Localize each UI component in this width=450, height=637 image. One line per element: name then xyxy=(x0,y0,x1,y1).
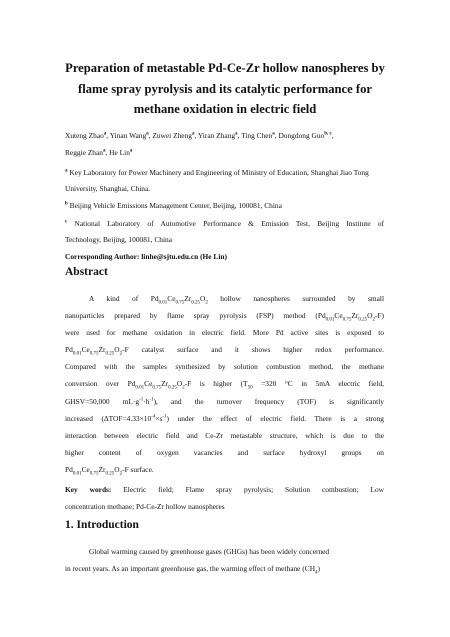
abstract-line-5: Compared with the samples synthesized by solution combustion method, the methane xyxy=(65,362,384,371)
abstract-heading: Abstract xyxy=(65,266,108,278)
abstract-line-3: were used for methane oxidation in electric field. More Pd active sites is exposed to xyxy=(65,328,384,337)
title-line-2: flame spray pyrolysis and its catalytic performance for xyxy=(78,81,372,96)
paper-title xyxy=(40,58,410,120)
keywords-label: Key words: xyxy=(65,485,112,494)
affiliation-b: $^b$ Beijing Vehicle Emissions Management Center, Beijing, 100081, China xyxy=(65,201,282,210)
abstract-line-2: nanoparticles prepared by flame spray pyrolysis (FSP) method $(Pd_{0.01}Ce_{0.75}Zr_{0.25}O_2-F)$ xyxy=(65,311,384,323)
keywords-line-1: Key words: Electric field; Flame spray pyrolysis; Solution combustion; Low xyxy=(65,485,384,494)
title-line-1: Preparation of metastable Pd-Ce-Zr hollow nanospheres by xyxy=(65,61,385,75)
abstract-line-4: $Pd_{0.01}Ce_{0.75}Zr_{0.25}O_2-F$ catalyst surface and it shows higher redox performance. xyxy=(65,345,384,357)
author-list-line-1: Xuteng Zhao$^a$, Yinan Wang$^a$, Zuwei Zheng$^a$, Yiran Zhang$^a$, Ting Chen$^a$, Dongdong Guo$^{b, c}$, xyxy=(65,131,334,140)
affiliation-a-cont: University, Shanghai, China. xyxy=(65,184,151,193)
abstract-line-10: higher content of oxygen vacancies and surface hydroxyl groups on xyxy=(65,448,384,457)
affiliation-c-cont: Technology, Beijing, 100081, China xyxy=(65,235,172,244)
abstract-line-8: increased $(\Delta TOF=4.33\times 10^{-4}\times s^{-1})$ under the effect of electric field. There is a strong xyxy=(65,414,385,423)
abstract-line-6: conversion over $Pd_{0.01}Ce_{0.75}Zr_{0.25}O_2-F$ is higher ($T_{50} =320$ °C in 5mA electric field, xyxy=(65,379,385,391)
introduction-heading: 1. Introduction xyxy=(65,519,139,531)
title-line-3: methane oxidation in electric field xyxy=(133,102,317,116)
abstract-line-7: GHSV=50,000 $mL\cdot g^{-1}\cdot h^{-1}$), and the turnover frequency (TOF) is significantly xyxy=(65,397,384,406)
corresponding-author: Corresponding Author: linhe@sjtu.edu.cn (He Lin) xyxy=(65,252,227,261)
author-list-line-2: Reggie Zhan$^a$, He Lin$^a$ xyxy=(65,148,133,157)
affiliation-a: $^a$ Key Laboratory for Power Machinery and Engineering of Ministry of Education, Shanghai Jiao Tong xyxy=(65,168,369,177)
keywords-line-2: concentration methane; Pd-Ce-Zr hollow nanospheres xyxy=(65,502,225,511)
intro-line-2: in recent years. As an important greenhouse gas, the warming effect of methane $(CH_4)$ xyxy=(65,564,321,576)
abstract-line-9: interaction between electric field and Ce-Zr metastable structure, which is due to the xyxy=(65,431,384,440)
intro-line-1: Global warming caused by greenhouse gases (GHGs) has been widely concerned xyxy=(89,547,330,556)
affiliation-c: $^c$ National Laboratory of Automotive Performance & Emission Test, Beijing Institute of xyxy=(65,219,384,228)
abstract-line-11: $Pd_{0.01}Ce_{0.75}Zr_{0.25}O_2-F$ surface. xyxy=(65,465,154,477)
abstract-line-1: A kind of $Pd_{0.01}Ce_{0.75}Zr_{0.25}O_2$ hollow nanospheres surrounded by small xyxy=(89,294,384,306)
